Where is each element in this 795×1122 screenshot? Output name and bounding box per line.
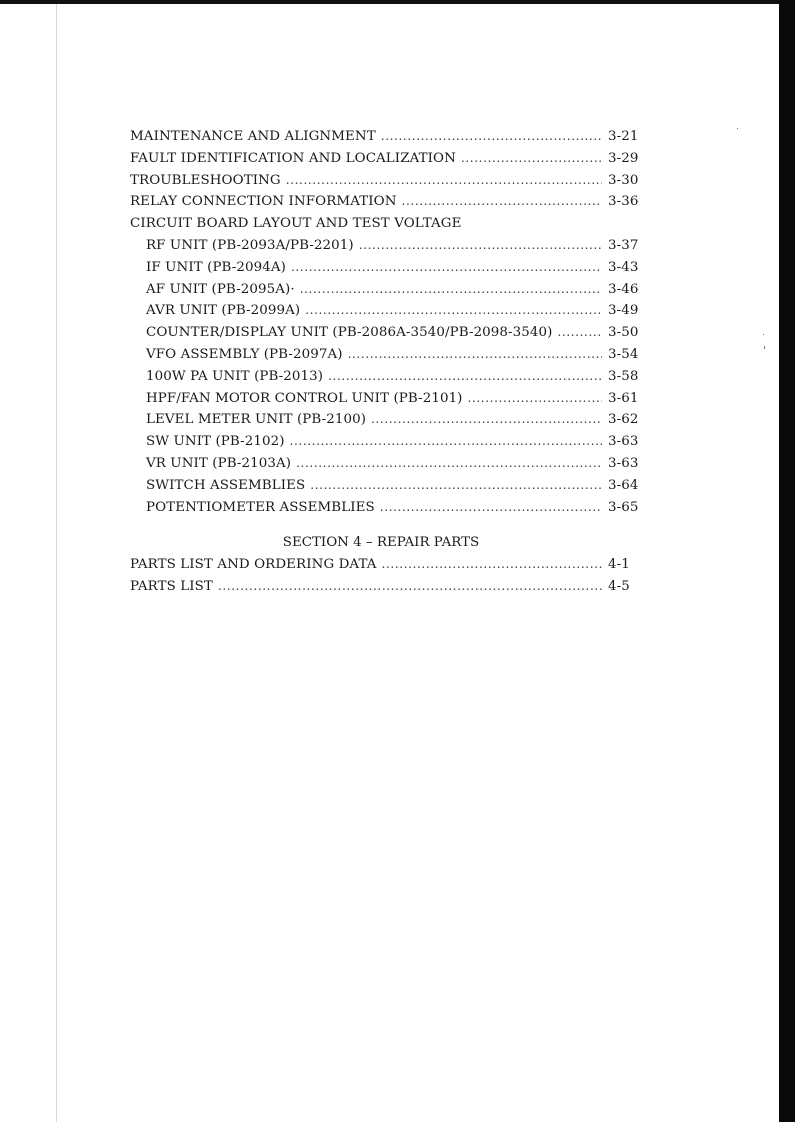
toc-leader-dots	[348, 344, 602, 366]
toc-leader-dots	[310, 475, 602, 497]
toc-entry-page: 3-63	[608, 434, 639, 450]
toc-entry	[130, 170, 638, 192]
toc-entry-page: 3-50	[608, 325, 639, 341]
toc-entry-title: FAULT IDENTIFICATION AND LOCALIZATION	[130, 150, 456, 166]
toc-entry-page: 3-46	[608, 281, 639, 297]
toc-entry-title: PARTS LIST AND ORDERING DATA	[130, 557, 377, 572]
toc-entry-title: CIRCUIT BOARD LAYOUT AND TEST VOLTAGE	[130, 216, 462, 232]
toc-leader-dots	[557, 322, 602, 344]
section-heading: SECTION 4 – REPAIR PARTS	[282, 535, 480, 550]
toc-leader-dots	[218, 576, 602, 598]
toc-entry-page: 3-64	[608, 477, 639, 493]
toc-leader-dots	[461, 148, 602, 170]
toc-entry-page: 3-58	[608, 368, 639, 384]
toc-sub-entry	[130, 366, 638, 388]
toc-entry-page: 3-54	[608, 346, 639, 362]
scan-speck	[764, 346, 765, 349]
toc-leader-dots	[291, 257, 602, 279]
toc-sub-entry	[130, 497, 638, 519]
page-fold-line	[56, 4, 57, 1122]
toc-entry-title: HPF/FAN MOTOR CONTROL UNIT (PB-2101)	[146, 390, 463, 406]
toc-sub-entry	[130, 409, 638, 431]
toc-entry	[130, 148, 638, 170]
scan-speck	[737, 128, 738, 129]
toc-entry-title: IF UNIT (PB-2094A)	[146, 259, 286, 275]
toc-leader-dots	[300, 279, 602, 301]
toc-sub-entry	[130, 388, 638, 410]
toc-leader-dots	[381, 126, 602, 148]
toc-leader-dots	[402, 191, 602, 213]
scan-speck	[763, 334, 764, 335]
toc-sub-entry	[130, 300, 638, 322]
toc-entry-page: 4-5	[608, 578, 630, 594]
toc-entry-title: VFO ASSEMBLY (PB-2097A)	[146, 346, 343, 362]
toc-entry-page: 4-1	[608, 557, 630, 572]
toc-sub-entry	[130, 235, 638, 257]
toc-entry-page: 3-29	[608, 150, 639, 166]
toc-entry-title: SW UNIT (PB-2102)	[146, 434, 285, 450]
toc-entry-page: 3-62	[608, 412, 639, 428]
toc-leader-dots	[359, 235, 602, 257]
toc-entry-title: MAINTENANCE AND ALIGNMENT	[130, 129, 376, 144]
toc-entry-title: AVR UNIT (PB-2099A)	[146, 303, 301, 319]
section-4-contents	[130, 535, 630, 598]
toc-leader-dots	[382, 554, 602, 576]
toc-group-heading	[130, 213, 638, 235]
toc-entry	[130, 554, 628, 576]
toc-leader-dots	[296, 453, 602, 475]
toc-entry-page: 3-61	[608, 390, 639, 406]
toc-sub-entry	[130, 344, 638, 366]
toc-entry	[130, 191, 638, 213]
toc-leader-dots	[371, 409, 602, 431]
toc-leader-dots	[328, 366, 602, 388]
toc-sub-entry	[130, 257, 638, 279]
toc-entry-title: COUNTER/DISPLAY UNIT (PB-2086A-3540/PB-2098-3540)	[146, 325, 553, 341]
toc-leader-dots	[286, 170, 602, 192]
toc-entry	[130, 126, 638, 148]
table-of-contents	[130, 126, 638, 518]
toc-entry-title: LEVEL METER UNIT (PB-2100)	[146, 412, 367, 428]
scan-right-border	[779, 0, 795, 1122]
toc-entry-page: 3-49	[608, 303, 639, 319]
toc-sub-entry	[130, 322, 638, 344]
toc-entry-title: VR UNIT (PB-2103A)	[146, 455, 292, 471]
scan-top-border	[0, 0, 795, 4]
toc-entry-page: 3-21	[608, 129, 639, 144]
toc-sub-entry	[130, 475, 638, 497]
toc-leader-dots	[380, 497, 602, 519]
toc-entry-page: 3-65	[608, 499, 639, 515]
toc-entry-title: SWITCH ASSEMBLIES	[146, 477, 306, 493]
toc-sub-entry	[130, 279, 638, 301]
toc-entry-page: 3-37	[608, 237, 639, 253]
toc-entry	[130, 576, 628, 598]
toc-entry-title: AF UNIT (PB-2095A)·	[146, 281, 295, 297]
toc-leader-dots	[468, 388, 602, 410]
toc-entry-title: 100W PA UNIT (PB-2013)	[146, 368, 324, 384]
toc-entry-title: TROUBLESHOOTING	[130, 172, 281, 188]
toc-sub-entry	[130, 453, 638, 475]
toc-entry-page: 3-36	[608, 194, 639, 210]
toc-leader-dots	[290, 431, 602, 453]
toc-leader-dots	[305, 300, 602, 322]
toc-entry-page: 3-30	[608, 172, 639, 188]
toc-sub-entry	[130, 431, 638, 453]
toc-entry-title: POTENTIOMETER ASSEMBLIES	[146, 499, 375, 515]
toc-entry-title: PARTS LIST	[130, 578, 213, 594]
toc-entry-page: 3-43	[608, 259, 639, 275]
toc-entry-title: RELAY CONNECTION INFORMATION	[130, 194, 397, 210]
toc-entry-page: 3-63	[608, 455, 639, 471]
toc-entry-title: RF UNIT (PB-2093A/PB-2201)	[146, 237, 354, 253]
